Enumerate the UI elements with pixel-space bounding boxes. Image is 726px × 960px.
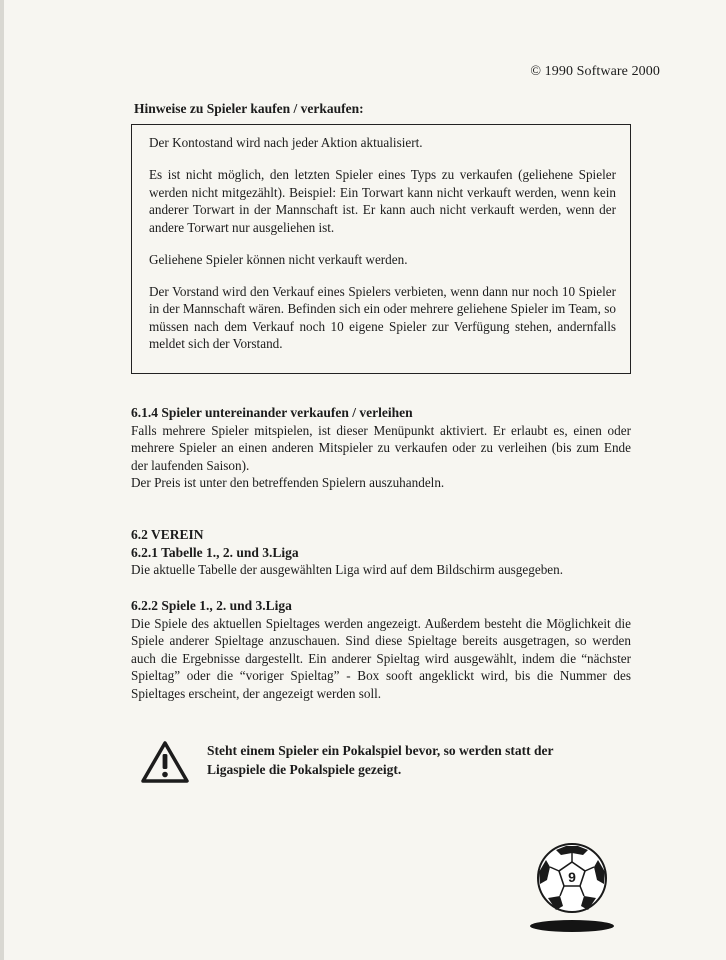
warning-line: Steht einem Spieler ein Pokalspiel bevor, so werden statt der — [207, 743, 554, 758]
page-number: 9 — [568, 869, 576, 885]
section-heading: 6.2.1 Tabelle 1., 2. und 3.Liga — [131, 544, 299, 560]
warning-note — [140, 740, 620, 784]
section-text: Der Preis ist unter den betreffenden Spielern auszuhandeln. — [131, 475, 445, 490]
notice-paragraph: Der Kontostand wird nach jeder Aktion aktualisiert. — [149, 135, 423, 150]
warning-text — [207, 742, 627, 779]
scan-edge — [0, 0, 4, 960]
section-text: Die aktuelle Tabelle der ausgewählten Liga wird auf dem Bildschirm ausgegeben. — [131, 562, 564, 577]
chapter-heading: 6.2 VEREIN — [131, 527, 204, 542]
notice-paragraph: Es ist nicht möglich, den letzten Spieler eines Typs zu verkaufen (geliehene Spieler werden nicht mitgezählt). Beispiel: Ein Torwart kann nicht verkauft werden, wenn kein anderer Torwart in der Mannschaft ist. Er kann auch nicht verkauft werden, wenn der andere Torwart nur ausgeliehen ist. — [149, 167, 616, 235]
section-6-2 — [131, 526, 631, 579]
section-6-1-4 — [131, 404, 631, 492]
section-text: Die Spiele des aktuellen Spieltages werden angezeigt. Außerdem besteht die Möglichkeit die Spiele anderer Spieltage anzuschauen. Sind diese Spieltage bereits ausgetragen, so werden auch die Ergebnisse dargestellt. Ein anderer Spieltag wird ausgewählt, indem die “nächster Spieltag” oder die “voriger Spieltag” - Box sooft angeklickt wird, bis die Nummer des Spieltages erscheint, der angezeigt werden soll. — [131, 615, 631, 701]
copyright-notice: © 1990 Software 2000 — [530, 64, 660, 79]
section-heading: 6.2.2 Spiele 1., 2. und 3.Liga — [131, 598, 292, 613]
football-icon — [526, 840, 618, 940]
notice-paragraph: Geliehene Spieler können nicht verkauft werden. — [149, 251, 408, 267]
section-text: Falls mehrere Spieler mitspielen, ist dieser Menüpunkt aktiviert. Er erlaubt es, einen oder mehrere Spieler an einen anderen Mitspieler zu verkaufen oder zu verleihen (bis zum Ende der laufenden Saison). — [131, 422, 631, 473]
warning-line: Ligaspiele die Pokalspiele gezeigt. — [207, 761, 402, 777]
warning-triangle-icon — [140, 740, 190, 784]
section-heading: 6.1.4 Spieler untereinander verkaufen / verleihen — [131, 405, 413, 420]
notice-paragraph: Der Vorstand wird den Verkauf eines Spielers verbieten, wenn dann nur noch 10 Spieler in der Mannschaft wären. Befinden sich ein oder mehrere geliehene Spieler im Team, so müssen nach dem Verkauf noch 10 eigene Spieler zur Verfügung stehen, andernfalls meldet sich der Vorstand. — [149, 283, 616, 351]
section-6-2-2 — [131, 597, 631, 702]
notice-box — [131, 124, 631, 374]
notice-heading: Hinweise zu Spieler kaufen / verkaufen: — [134, 101, 364, 116]
